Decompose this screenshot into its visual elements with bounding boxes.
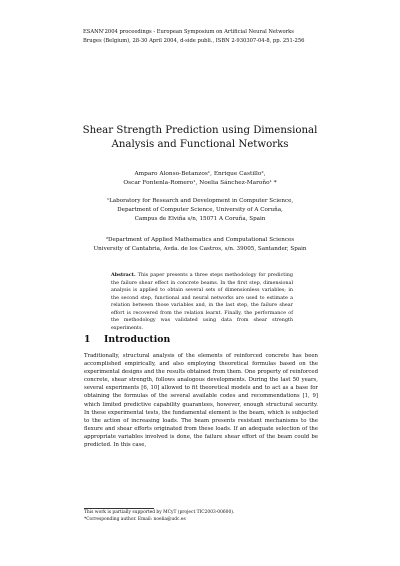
affiliation-1-line-3: Campus de Elviña s/n, 15071 A Coruña, Spain: [134, 215, 266, 222]
paper-title: [60, 124, 340, 152]
authors-line-1: Amparo Alonso-Betanzos¹, Enrique Castillo²,: [134, 171, 266, 177]
header-line-1: ESANN'2004 proceedings - European Symposium on Artificial Neural Networks: [83, 29, 294, 35]
affiliation-1-line-2: Department of Computer Science, University of A Coruña,: [117, 206, 283, 213]
title-line-1: Shear Strength Prediction using Dimensional: [82, 125, 318, 136]
author-list: [70, 170, 330, 187]
affiliation-2-line-2: University of Cantabria, Avda. de los Castros, s/n. 39005, Santander, Spain: [93, 245, 307, 252]
footnote-2: *Corresponding author. Email: noelia@udc.es: [84, 516, 186, 522]
affiliation-1: [55, 197, 345, 223]
section-title: Introduction: [104, 334, 171, 345]
section-number: 1: [84, 334, 91, 345]
abstract-text: This paper presents a three steps methodology for predicting the failure shear effect in concrete beams. In the first step, dimensional analysis is applied to obtain several sets of dimensionless variables; in the second step, functional and neural networks are used to estimate a relation between those variables and, in the last step, the failure shear effort is recovered from the relation learnt. Finally, the performance of the methodology was validated using data from shear strength experiments.: [111, 272, 293, 331]
title-line-2: Analysis and Functional Networks: [111, 139, 289, 150]
abstract-label: Abstract.: [111, 272, 136, 278]
abstract: [111, 272, 293, 332]
affiliation-2-line-1: ²Department of Applied Mathematics and Computational Sciences: [105, 237, 295, 243]
affiliation-1-line-1: ¹Laboratory for Research and Development in Computer Science,: [106, 198, 294, 204]
footnotes: [84, 510, 324, 523]
proceedings-header: [83, 28, 323, 46]
affiliation-2: [55, 236, 345, 254]
footnote-1: This work is partially supported by MCyT (project TIC2003-00600).: [84, 510, 235, 515]
authors-line-2: Oscar Fontenla-Romero¹, Noelia Sánchez-Maroño¹ *: [123, 179, 277, 186]
section-heading: [84, 334, 170, 345]
header-line-2: Bruges (Belgium), 28-30 April 2004, d-side publi., ISBN 2-930307-04-8, pp. 251-256: [83, 38, 305, 44]
body-paragraph: Traditionally, structural analysis of the elements of reinforced concrete has been accomplished empirically, and also employing theoretical formulas based on the experimental designs and the results obtained from them. One property of reinforced concrete, shear strength, follows analogous developments. During the last 50 years, several experiments [6, 10] allowed to fit theoretical models and to act as a base for obtaining the formulas of the several available codes and recommendations [1, 9] which limited predictive capability guarantees, however, enough structural security. In these experimental tests, the fundamental element is the beam, which is subjected to the action of increasing loads. The beam presents resistant mechanisms to the flexure and shear efforts originated from these loads. If an adequate selection of the appropriate variables involved is done, the failure shear effort of the beam could be predicted. In this case,: [84, 353, 318, 449]
footnote-rule: [84, 508, 154, 509]
